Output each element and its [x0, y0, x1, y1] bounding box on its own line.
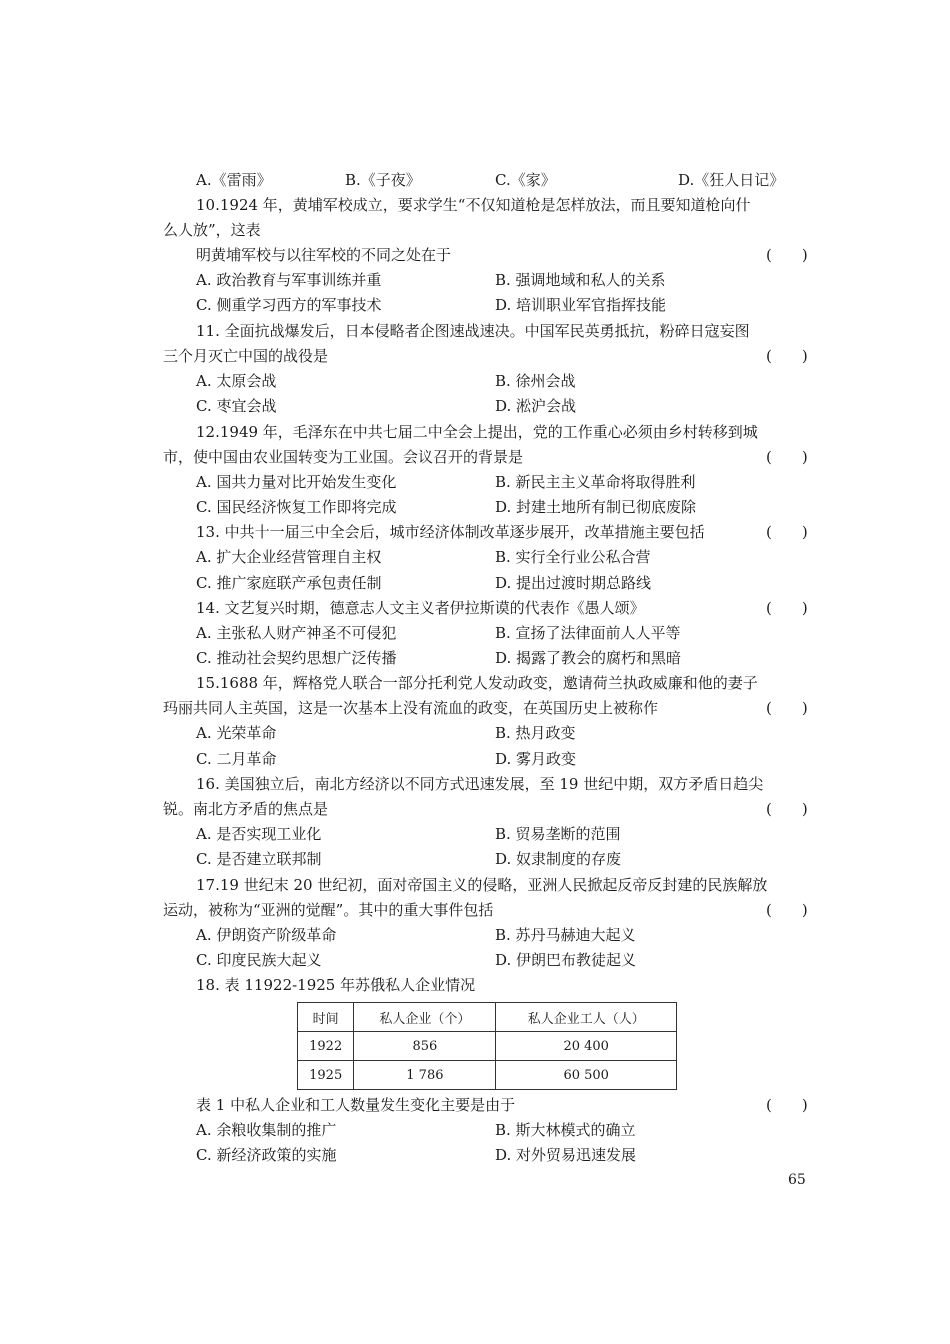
table-cell: 856 [354, 1032, 496, 1061]
table-header-cell: 私人企业（个） [354, 1003, 496, 1032]
table-cell: 1925 [298, 1061, 354, 1090]
q14-option-b: B. 宣扬了法律面前人人平等 [495, 624, 681, 642]
q14-option-a: A. 主张私人财产神圣不可侵犯 [196, 624, 397, 642]
table-header-row [298, 1003, 677, 1032]
q13-option-a: A. 扩大企业经营管理自主权 [196, 548, 382, 566]
q12-option-d: D. 封建土地所有制已彻底废除 [495, 498, 697, 516]
q12-option-b: B. 新民主主义革命将取得胜利 [495, 473, 696, 491]
q12-stem-line1: 12.1949 年，毛泽东在中共七届二中全会上提出，党的工作重心必须由乡村转移到城 [196, 423, 758, 441]
q9-option-b: B.《子夜》 [345, 171, 421, 189]
q11-stem-line1: 11. 全面抗战爆发后，日本侵略者企图速战速决。中国军民英勇抵抗，粉碎日寇妄图 [196, 322, 750, 340]
q18-option-c: C. 新经济政策的实施 [196, 1146, 337, 1164]
q18-answer-paren: ( ) [766, 1096, 808, 1114]
q17-option-c: C. 印度民族大起义 [196, 951, 322, 969]
q10-option-d: D. 培训职业军官指挥技能 [495, 296, 667, 314]
q13-option-b: B. 实行全行业公私合营 [495, 548, 651, 566]
q17-stem-line2: 运动，被称为“亚洲的觉醒”。其中的重大事件包括 [163, 901, 494, 919]
q10-answer-paren: ( ) [766, 246, 808, 264]
q16-option-d: D. 奴隶制度的存废 [495, 850, 622, 868]
q15-stem-line1: 15.1688 年，辉格党人联合一部分托利党人发动政变，邀请荷兰执政威廉和他的妻子 [196, 674, 758, 692]
q16-option-c: C. 是否建立联邦制 [196, 850, 322, 868]
q10-stem-line3: 明黄埔军校与以往军校的不同之处在于 [196, 246, 452, 264]
q14-stem-line1: 14. 文艺复兴时期，德意志人文主义者伊拉斯谟的代表作《愚人颂》 [196, 599, 645, 617]
q17-answer-paren: ( ) [766, 901, 808, 919]
q10-stem-line2: 么人放”，这表 [163, 221, 261, 239]
q15-option-d: D. 雾月政变 [495, 750, 577, 768]
table-cell: 1 786 [354, 1061, 496, 1090]
q17-option-b: B. 苏丹马赫迪大起义 [495, 926, 636, 944]
q12-answer-paren: ( ) [766, 448, 808, 466]
q12-option-c: C. 国民经济恢复工作即将完成 [196, 498, 397, 516]
page-number: 65 [788, 1172, 806, 1188]
q18-option-b: B. 斯大林模式的确立 [495, 1121, 636, 1139]
q17-option-d: D. 伊朗巴布教徒起义 [495, 951, 637, 969]
table-cell: 20 400 [496, 1032, 677, 1061]
q16-stem-line1: 16. 美国独立后，南北方经济以不同方式迅速发展，至 19 世纪中期，双方矛盾日趋尖 [196, 775, 764, 793]
q14-option-d: D. 揭露了教会的腐朽和黑暗 [495, 649, 682, 667]
q18-option-a: A. 余粮收集制的推广 [196, 1121, 337, 1139]
table-cell: 1922 [298, 1032, 354, 1061]
q15-option-c: C. 二月革命 [196, 750, 277, 768]
table-header-cell: 时间 [298, 1003, 354, 1032]
q9-option-a: A.《雷雨》 [196, 171, 272, 189]
q9-option-c: C.《家》 [495, 171, 556, 189]
q16-stem-line2: 锐。南北方矛盾的焦点是 [163, 800, 329, 818]
q12-option-a: A. 国共力量对比开始发生变化 [196, 473, 397, 491]
q10-option-a: A. 政治教育与军事训练并重 [196, 271, 382, 289]
table-row [298, 1061, 677, 1090]
q11-option-a: A. 太原会战 [196, 372, 277, 390]
q10-option-c: C. 侧重学习西方的军事技术 [196, 296, 382, 314]
q17-option-a: A. 伊朗资产阶级革命 [196, 926, 337, 944]
q14-answer-paren: ( ) [766, 599, 808, 617]
q16-option-b: B. 贸易垄断的范围 [495, 825, 621, 843]
q14-option-c: C. 推动社会契约思想广泛传播 [196, 649, 397, 667]
q15-option-b: B. 热月政变 [495, 724, 576, 742]
q11-answer-paren: ( ) [766, 347, 808, 365]
q10-stem-line1: 10.1924 年，黄埔军校成立，要求学生“不仅知道枪是怎样放法，而且要知道枪向什 [196, 196, 751, 214]
q15-stem-line2: 玛丽共同人主英国，这是一次基本上没有流血的政变，在英国历史上被称作 [163, 699, 659, 717]
q13-option-c: C. 推广家庭联产承包责任制 [196, 574, 382, 592]
q18-stem-line2: 表 1 中私人企业和工人数量发生变化主要是由于 [196, 1096, 516, 1114]
q12-stem-line2: 市，使中国由农业国转变为工业国。会议召开的背景是 [163, 448, 524, 466]
q13-stem-line1: 13. 中共十一届三中全会后，城市经济体制改革逐步展开，改革措施主要包括 [196, 523, 705, 541]
q15-option-a: A. 光荣革命 [196, 724, 277, 742]
q11-option-d: D. 淞沪会战 [495, 397, 577, 415]
private-enterprise-table [297, 1002, 677, 1090]
table-header-cell: 私人企业工人（人） [496, 1003, 677, 1032]
q11-stem-line2: 三个月灭亡中国的战役是 [163, 347, 329, 365]
q11-option-b: B. 徐州会战 [495, 372, 576, 390]
q18-option-d: D. 对外贸易迅速发展 [495, 1146, 637, 1164]
q18-stem-line1: 18. 表 11922-1925 年苏俄私人企业情况 [196, 976, 476, 994]
q16-option-a: A. 是否实现工业化 [196, 825, 322, 843]
q17-stem-line1: 17.19 世纪末 20 世纪初，面对帝国主义的侵略，亚洲人民掀起反帝反封建的民族解放 [196, 876, 768, 894]
q9-option-d: D.《狂人日记》 [678, 171, 785, 189]
table-row [298, 1032, 677, 1061]
q13-answer-paren: ( ) [766, 523, 808, 541]
q16-answer-paren: ( ) [766, 800, 808, 818]
q10-option-b: B. 强调地域和私人的关系 [495, 271, 666, 289]
q15-answer-paren: ( ) [766, 699, 808, 717]
q11-option-c: C. 枣宜会战 [196, 397, 277, 415]
q13-option-d: D. 提出过渡时期总路线 [495, 574, 652, 592]
table-cell: 60 500 [496, 1061, 677, 1090]
